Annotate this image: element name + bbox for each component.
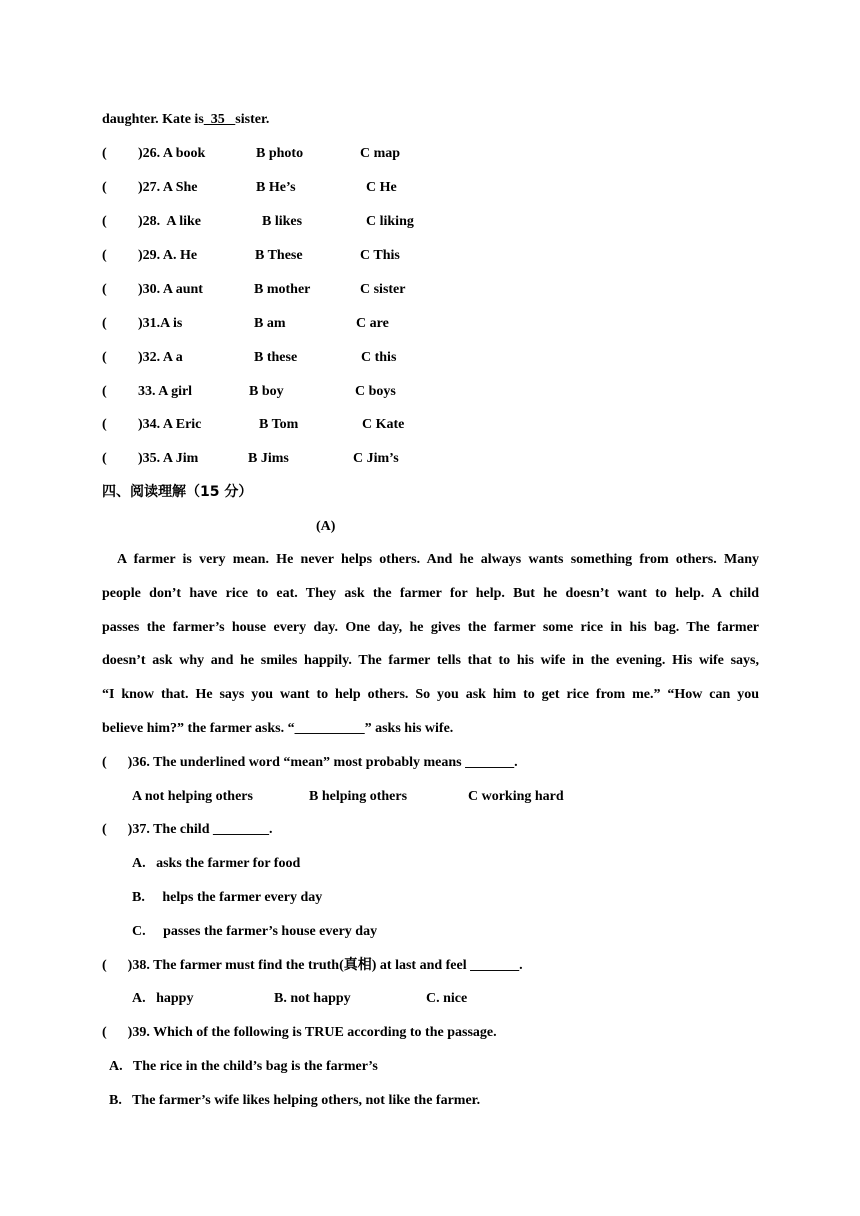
section-heading: 四、阅读理解（15 分） bbox=[102, 484, 253, 500]
option-b: B Jims bbox=[248, 451, 289, 466]
answer-paren: ( bbox=[102, 384, 107, 399]
blank-35: 35 bbox=[203, 112, 236, 127]
option-c: C are bbox=[356, 316, 389, 331]
answer-paren: ( bbox=[102, 214, 107, 229]
option-c: C sister bbox=[360, 282, 406, 297]
answer-paren: ( bbox=[102, 417, 107, 432]
question-39-stem: ( )39. Which of the following is TRUE according to the passage. bbox=[102, 1025, 497, 1040]
passage-line-5: “I know that. He says you want to help others. So you ask him to get rice from me.” “How can you bbox=[102, 687, 759, 702]
option-a: )35. A Jim bbox=[138, 451, 199, 466]
choice-a: A. happy bbox=[132, 991, 194, 1006]
question-37-choice-c: C. passes the farmer’s house every day bbox=[132, 924, 378, 939]
option-c: C Kate bbox=[362, 417, 405, 432]
choice-b: B. not happy bbox=[274, 991, 351, 1006]
option-b: B these bbox=[254, 350, 298, 365]
passage-line-2: people don’t have rice to eat. They ask the farmer for help. But he doesn’t want to help. A child bbox=[102, 586, 759, 601]
option-c: C Jim’s bbox=[353, 451, 399, 466]
option-a: )28. A like bbox=[138, 214, 202, 229]
choice-a: A not helping others bbox=[132, 789, 253, 804]
passage-line-6: believe him?” the farmer asks. “__________” asks his wife. bbox=[102, 721, 454, 736]
intro-after: sister. bbox=[235, 112, 270, 127]
intro-before: daughter. Kate is bbox=[102, 112, 204, 127]
option-b: B He’s bbox=[256, 180, 296, 195]
question-39-choice-a: A. The rice in the child’s bag is the farmer’s bbox=[109, 1059, 378, 1074]
option-a: )30. A aunt bbox=[138, 282, 203, 297]
question-36-stem: ( )36. The underlined word “mean” most probably means _______. bbox=[102, 755, 518, 770]
option-a: 33. A girl bbox=[138, 384, 193, 399]
question-38-stem: ( )38. The farmer must find the truth(真相) at last and feel _______. bbox=[102, 958, 523, 973]
option-c: C This bbox=[360, 248, 400, 263]
option-a: )31.A is bbox=[138, 316, 183, 331]
answer-paren: ( bbox=[102, 350, 107, 365]
option-b: B boy bbox=[249, 384, 284, 399]
option-b: B likes bbox=[262, 214, 303, 229]
option-b: B mother bbox=[254, 282, 311, 297]
choice-b: B helping others bbox=[309, 789, 408, 804]
option-a: )29. A. He bbox=[138, 248, 198, 263]
answer-paren: ( bbox=[102, 146, 107, 161]
answer-paren: ( bbox=[102, 316, 107, 331]
option-c: C this bbox=[361, 350, 397, 365]
question-37-stem: ( )37. The child ________. bbox=[102, 822, 273, 837]
option-b: B photo bbox=[256, 146, 304, 161]
option-c: C liking bbox=[366, 214, 414, 229]
choice-c: C. nice bbox=[426, 991, 468, 1006]
option-a: )32. A a bbox=[138, 350, 183, 365]
passage-line-4: doesn’t ask why and he smiles happily. The farmer tells that to his wife in the evening. His wife says, bbox=[102, 653, 759, 668]
choice-c: C working hard bbox=[468, 789, 564, 804]
passage-line-1: A farmer is very mean. He never helps others. And he always wants something from others. Many bbox=[117, 552, 759, 567]
answer-paren: ( bbox=[102, 180, 107, 195]
option-b: B These bbox=[255, 248, 303, 263]
option-b: B am bbox=[254, 316, 286, 331]
option-c: C He bbox=[366, 180, 397, 195]
answer-paren: ( bbox=[102, 248, 107, 263]
question-37-choice-a: A. asks the farmer for food bbox=[132, 856, 301, 871]
option-a: )26. A book bbox=[138, 146, 206, 161]
option-c: C map bbox=[360, 146, 401, 161]
passage-line-3: passes the farmer’s house every day. One day, he gives the farmer some rice in his bag. The farmer bbox=[102, 620, 759, 635]
question-39-choice-b: B. The farmer’s wife likes helping others, not like the farmer. bbox=[109, 1093, 481, 1108]
option-a: )34. A Eric bbox=[138, 417, 202, 432]
answer-paren: ( bbox=[102, 282, 107, 297]
intro-line bbox=[102, 111, 269, 129]
passage-part-label: (A) bbox=[316, 519, 336, 534]
answer-paren: ( bbox=[102, 451, 107, 466]
question-37-choice-b: B. helps the farmer every day bbox=[132, 890, 323, 905]
option-a: )27. A She bbox=[138, 180, 198, 195]
option-b: B Tom bbox=[259, 417, 299, 432]
option-c: C boys bbox=[355, 384, 396, 399]
